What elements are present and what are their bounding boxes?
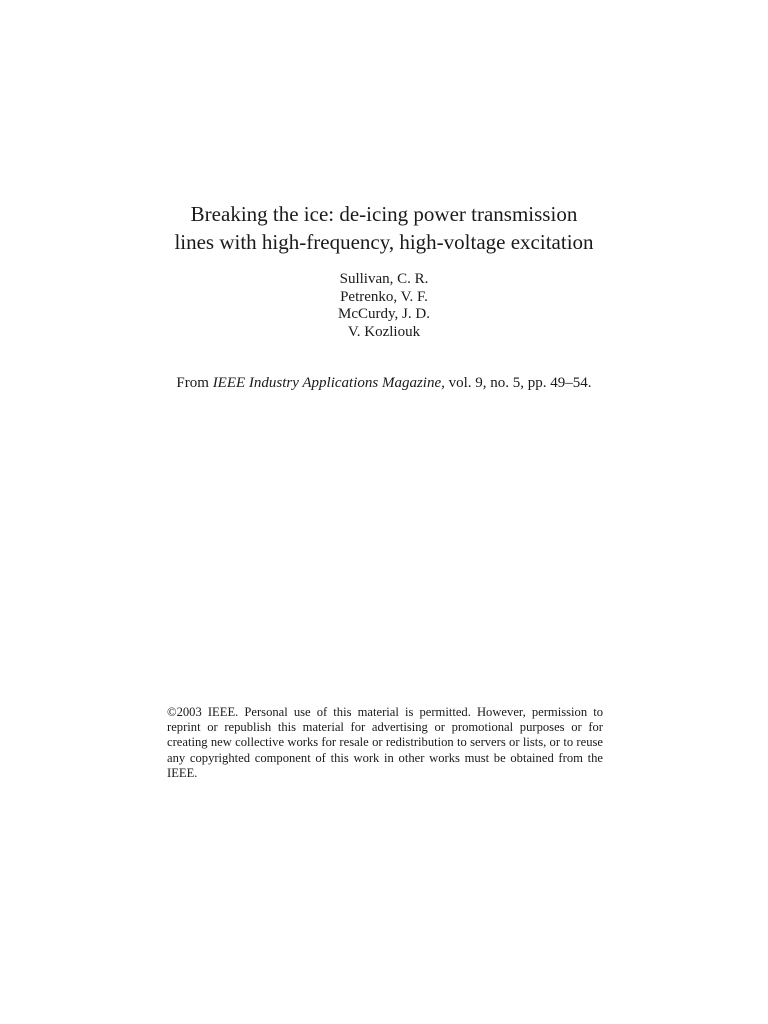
- author-name: Sullivan, C. R.: [339, 271, 429, 287]
- journal-name: IEEE Industry Applications Magazine,: [212, 375, 445, 391]
- copyright-symbol: ©: [167, 705, 177, 719]
- title-line-2: lines with high-frequency, high-voltage excitation: [174, 230, 594, 254]
- author-name: McCurdy, J. D.: [338, 306, 430, 322]
- source-prefix: From: [176, 375, 213, 391]
- author-name: V. Kozliouk: [347, 323, 421, 340]
- author-list: [0, 271, 768, 341]
- copyright-notice: [167, 705, 603, 781]
- paper-title: [0, 200, 768, 256]
- title-line-1: Breaking the ice: de-icing power transmission: [190, 202, 578, 226]
- source-details: vol. 9, no. 5, pp. 49–54.: [444, 375, 592, 391]
- copyright-text: 2003 IEEE. Personal use of this material is permitted. However, permission to reprint or republish this material for advertising or promotional purposes or for creating new collective works for resale or redistribution to servers or lists, or to reuse any copyrighted component of this work in other works must be obtained from the IEEE.: [167, 705, 603, 780]
- author-name: Petrenko, V. F.: [340, 288, 428, 305]
- publication-source: [0, 374, 768, 392]
